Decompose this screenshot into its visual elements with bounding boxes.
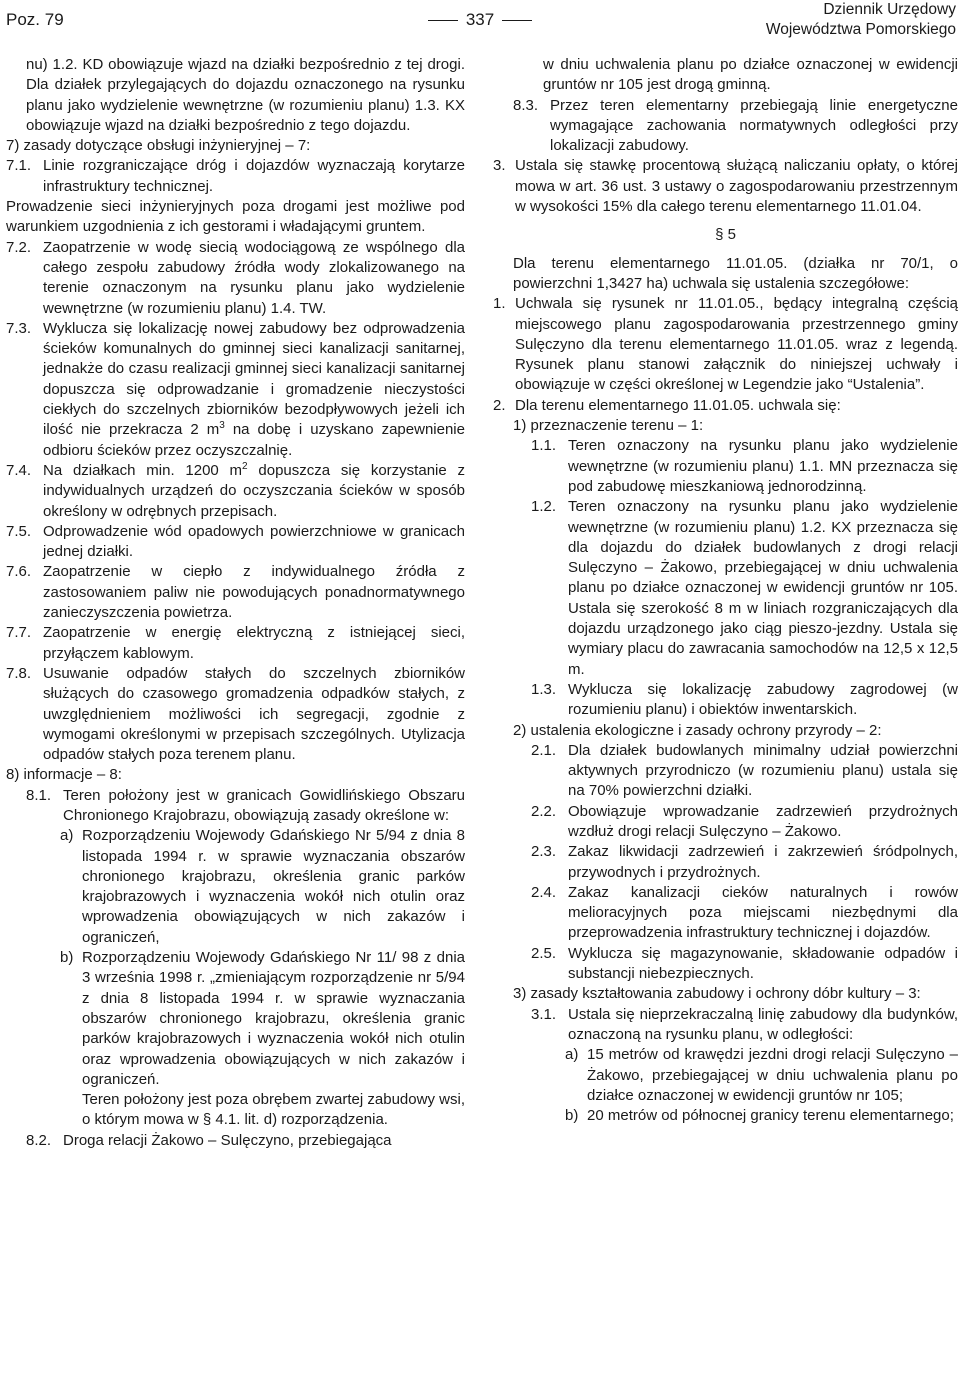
point-1 (493, 294, 958, 395)
item-number: 1. (493, 295, 506, 313)
subsection-1-heading: 1) przeznaczenie terenu – 1: (513, 417, 704, 435)
item-number: 3. (493, 157, 506, 175)
item-text: Linie rozgraniczające dróg i dojazdów wyznaczają korytarze infrastruktury technicznej. (43, 157, 465, 195)
item-7-1-continuation: Prowadzenie sieci inżynieryjnych poza drogami jest możliwe pod warunkiem uzgodnienia z ich gestorami i władającymi gruntem. (6, 198, 465, 236)
item-7-6 (6, 562, 465, 623)
item-2-5 (493, 944, 958, 985)
item-8-2 (6, 1131, 465, 1151)
left-column (6, 55, 465, 1151)
item-text: 20 metrów od północnej granicy terenu elementarnego; (587, 1107, 954, 1125)
item-text: Ustala się stawkę procentową służącą naliczaniu opłaty, o której mowa w art. 36 ust. 3 ustawy o zagospodarowaniu przestrzennym w wysokości 15% dla całego terenu elementarnego 11.01.04. (515, 157, 958, 216)
item-text: Teren położony jest w granicach Gowidlińskiego Obszaru Chronionego Krajobrazu, obowiązują zasady określone w: (63, 786, 465, 824)
paragraph-continuation: w dniu uchwalenia planu po działce oznaczonej w ewidencji gruntów nr 105 jest drogą gminną. (543, 56, 958, 94)
item-text: Rozporządzeniu Wojewody Gdańskiego Nr 11/ 98 z dnia 3 września 1998 r. „zmieniającym rozporządzenie nr 5/94 z dnia 8 listopada 1994 r. w sprawie wyznaczania obszarów chronionego krajobrazu, określenia granic parków krajobrazowych i wyznaczenia wokół nich otulin oraz wprowadzenia obowiązujących w nich zakazów i ograniczeń. (82, 949, 465, 1088)
right-column (493, 55, 958, 1126)
item-text: Wyklucza się lokalizację nowej zabudowy bez odprowadzenia ścieków komunalnych do gminnej sieci kanalizacji sanitarnej, jednakże do czasu realizacji gminnej sieci kanalizacji sanitarnej dopuszcza się odprowadzanie i gromadzenie nieczystości ciekłych do szczelnych zbiorników bezodpływowych jeżeli ich ilość nie przekracza 2 $m^3$ na dobę i uzyskano zapewnienie odbioru ścieków przez oczyszczalnię. (43, 319, 465, 459)
dash-right (502, 20, 532, 21)
item-number: 2.5. (531, 944, 557, 962)
item-7-4 (6, 461, 465, 522)
item-text: Teren oznaczony na rysunku planu jako wydzielenie wewnętrzne (w rozumieniu planu) 1.2. KX przeznacza się dla dojazdu do działek budowlanych z drogi relacji Sulęczyno – Żakowo, przebiegającej w dniu uchwalenia planu po działce oznaczonej w ewidencji gruntów nr 105. Ustala się szerokość 8 m w liniach rozgraniczających dla dojazdu urządzonego jako ciąg pieszo-jezdny. Ustala się wymiary placu do zawracania samochodów na 12,5 x 12,5 m. (568, 498, 958, 678)
item-8-1 (6, 786, 465, 827)
item-letter: a) (60, 827, 74, 845)
item-2-2 (493, 802, 958, 843)
item-text: Zakaz likwidacji zadrzewień i zakrzewień śródpolnych, przywodnych i przydrożnych. (568, 843, 958, 881)
item-number: 2.3. (531, 843, 557, 861)
page-number-text: 337 (465, 10, 495, 29)
paragraph-continuation: nu) 1.2. KD obowiązuje wjazd na działki bezpośrednio z tej drogi. Dla działek przylegających do dojazdu oznaczonego na rysunku planu jako wydzielenie wewnętrzne (w rozumieniu planu) 1.3. KX obowiązuje wjazd na działki bezpośrednio z tego dojazdu. (26, 56, 465, 134)
item-text: Wyklucza się lokalizację zabudowy zagrodowej (w rozumieniu planu) i obiektów inwentarskich. (568, 680, 958, 719)
section-8-heading: 8) informacje – 8: (6, 766, 122, 784)
item-text: 15 metrów od krawędzi jezdni drogi relacji Sulęczyno – Żakowo, przebiegającej w dniu uchwalenia planu po działce oznaczonej w ewidencji gruntów nr 105; (587, 1046, 958, 1104)
item-3-1-b (493, 1106, 958, 1126)
item-number: 7.5. (6, 522, 32, 540)
item-text: Dla terenu elementarnego 11.01.05. uchwala się: (515, 396, 841, 414)
item-number: 3.1. (531, 1005, 557, 1023)
item-text: Obowiązuje wprowadzanie zadrzewień przydrożnych wzdłuż drogi relacji Sulęczyno – Żakowo. (568, 802, 958, 840)
item-2-3 (493, 842, 958, 883)
item-3-1 (493, 1005, 958, 1046)
item-number: 2. (493, 396, 506, 414)
item-8-1-b (6, 948, 465, 1090)
item-1-3 (493, 680, 958, 721)
item-text: Dla działek budowlanych minimalny udział powierzchni aktywnych przyrodniczo (w rozumieniu planu) ustala się na 70% powierzchni działki. (568, 741, 958, 800)
page-header (0, 0, 960, 48)
item-3-1-a (493, 1045, 958, 1106)
item-number: 2.4. (531, 883, 557, 901)
item-text: Teren oznaczony na rysunku planu jako wydzielenie wewnętrzne (w rozumieniu planu) 1.1. MN przeznacza się pod zabudowę mieszkaniową jednorodzinną. (568, 437, 958, 495)
item-text: Rozporządzeniu Wojewody Gdańskiego Nr 5/94 z dnia 8 listopada 1994 r. w sprawie wyznaczania obszarów chronionego krajobrazu, określenia granic parków krajobrazowych i wyznaczenia wokół nich otulin oraz wprowadzenia obowiązujących w nich zakazów i ograniczeń, (82, 827, 465, 946)
item-7-3 (6, 319, 465, 461)
item-number: 2.2. (531, 802, 557, 820)
item-7-5 (6, 522, 465, 563)
item-7-2 (6, 238, 465, 319)
item-number: 7.6. (6, 563, 32, 581)
item-7-7 (6, 623, 465, 664)
item-letter: b) (565, 1107, 579, 1125)
subsection-3-heading: 3) zasady kształtowania zabudowy i ochrony dóbr kultury – 3: (513, 985, 921, 1003)
item-number: 8.3. (513, 96, 539, 114)
item-number: 7.4. (6, 461, 32, 479)
item-8-1-b-continuation: Teren położony jest poza obrębem zwartej zabudowy wsi, o którym mowa w § 4.1. lit. d) rozporządzenia. (82, 1091, 465, 1129)
item-1-1 (493, 436, 958, 497)
item-text: Ustala się nieprzekraczalną linię zabudowy dla budynków, oznaczoną na rysunku planu, w odległości: (568, 1005, 958, 1043)
item-2-1 (493, 741, 958, 802)
item-number: 1.2. (531, 498, 557, 516)
item-text: Droga relacji Żakowo – Sulęczyno, przebiegająca (63, 1131, 392, 1149)
item-text: Usuwanie odpadów stałych do szczelnych zbiorników służących do czasowego gromadzenia odpadków stałych, z uwzględnieniem możliwości ich segregacji, zgodnie z wymogami określonymi w przepisach szczególnych. Utylizacja odpadów stałych poza terenem planu. (43, 664, 465, 764)
section-7-heading: 7) zasady dotyczące obsługi inżynieryjnej – 7: (6, 137, 311, 155)
journal-title (766, 0, 956, 40)
point-2 (493, 396, 958, 416)
item-number: 8.1. (26, 786, 52, 804)
item-number: 7.2. (6, 238, 32, 256)
item-number: 7.8. (6, 664, 32, 682)
item-number: 1.3. (531, 680, 557, 698)
item-letter: a) (565, 1046, 579, 1064)
item-2-4 (493, 883, 958, 944)
dash-left (428, 20, 458, 21)
item-number: 1.1. (531, 437, 557, 455)
item-text: Zakaz kanalizacji cieków naturalnych i rowów melioracyjnych poza miejscami niezbędnymi dla przeprowadzenia infrastruktury technicznej i dojazdów. (568, 883, 958, 942)
item-text: Przez teren elementarny przebiegają linie energetyczne wymagające zachowania normatywnych odległości przy lokalizacji zabudowy. (550, 96, 958, 155)
item-text: Zaopatrzenie w wodę siecią wodociągową ze wspólnego dla całego zespołu zabudowy źródła wody zlokalizowanego na terenie oznaczonym na rysunku planu jako wydzielenie wewnętrzne (w rozumieniu planu) 1.4. TW. (43, 238, 465, 317)
item-letter: b) (60, 949, 74, 967)
item-1-2 (493, 497, 958, 680)
item-text: Wyklucza się magazynowanie, składowanie odpadów i substancji niebezpiecznych. (568, 944, 958, 983)
item-8-1-a (6, 826, 465, 948)
item-8-3 (493, 96, 958, 157)
item-7-1 (6, 156, 465, 197)
page-position: Poz. 79 (6, 10, 64, 29)
item-number: 7.3. (6, 319, 32, 337)
item-7-8 (6, 664, 465, 765)
item-number: 7.1. (6, 157, 32, 175)
item-number: 2.1. (531, 741, 557, 759)
journal-title-line1: Dziennik Urzędowy (823, 1, 956, 18)
point-3 (493, 156, 958, 217)
item-text: Zaopatrzenie w ciepło z indywidualnego źródła z zastosowaniem paliw nie powodujących ponadnormatywnego zanieczyszczenia powietrza. (43, 563, 465, 622)
item-text: Na działkach min. 1200 $m^2$ dopuszcza się korzystanie z indywidualnych urządzeń do oczyszczania ścieków w sposób określony w odrębnych przepisach. (43, 460, 465, 520)
item-text: Uchwala się rysunek nr 11.01.05., będący integralną częścią miejscowego planu zagospodarowania przestrzennego gminy Sulęczyno dla terenu elementarnego 11.01.05. wraz z legendą. Rysunek planu stanowi załącznik do niniejszej uchwały i obowiązuje w części określonej w Legendzie jako “Ustalenia”. (515, 295, 958, 394)
section-symbol: § 5 (715, 226, 736, 244)
section-intro: Dla terenu elementarnego 11.01.05. (działka nr 70/1, o powierzchni 1,3427 ha) uchwala się ustalenia szczegółowe: (513, 254, 958, 292)
subsection-2-heading: 2) ustalenia ekologiczne i zasady ochrony przyrody – 2: (513, 721, 882, 739)
item-text: Zaopatrzenie w energię elektryczną z istniejącej sieci, przyłączem kablowym. (43, 624, 465, 662)
journal-title-line2: Województwa Pomorskiego (765, 21, 956, 38)
item-number: 8.2. (26, 1131, 52, 1149)
item-text: Odprowadzenie wód opadowych powierzchniowe w granicach jednej działki. (43, 522, 465, 561)
item-number: 7.7. (6, 624, 32, 642)
